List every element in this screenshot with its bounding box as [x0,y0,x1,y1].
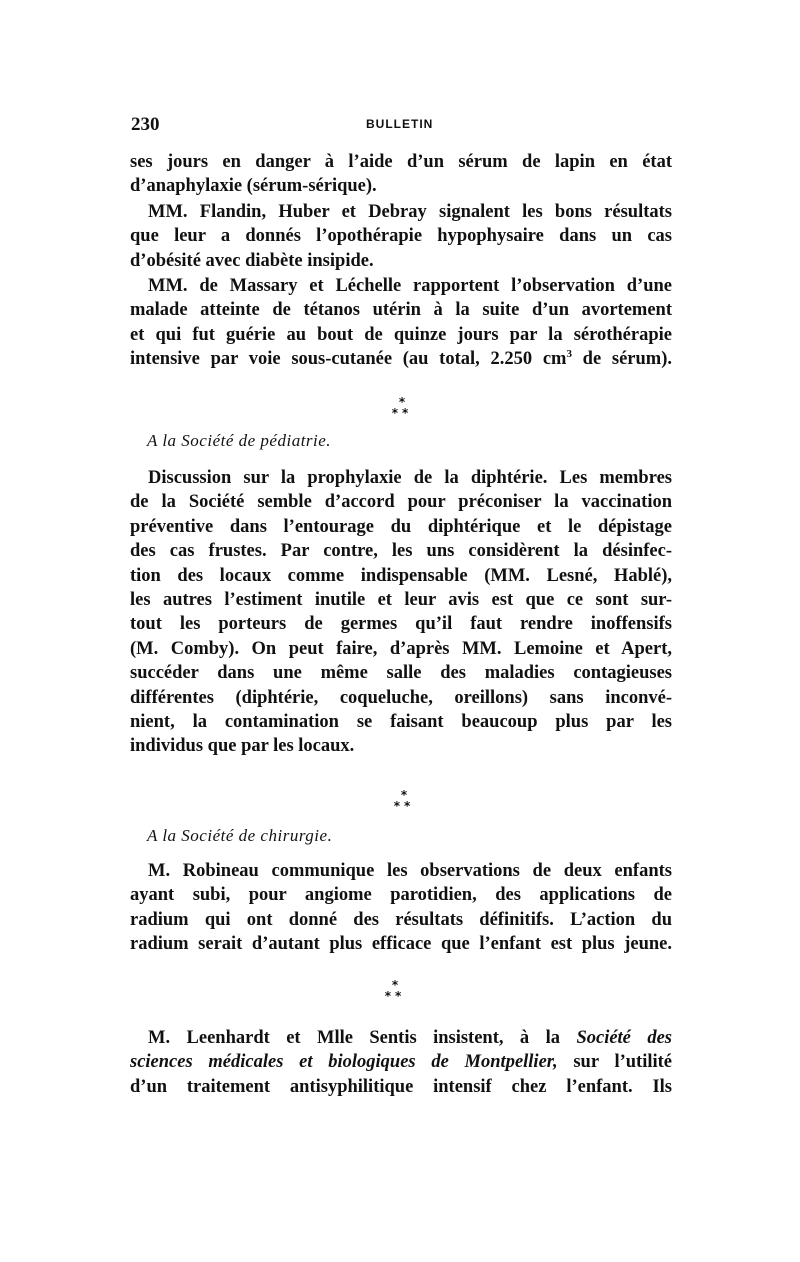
running-title: BULLETIN [366,117,434,131]
text-line: d’anaphylaxie (sérum-sérique). [130,176,377,197]
text-line [130,347,672,371]
asterisk-glyph: * [404,799,415,813]
text-line: (M. Comby). On peut faire, d’après MM. Lemoine et Apert, [130,638,672,659]
asterisk-glyph: * [398,395,406,409]
text-line: et qui fut guérie au bout de quinze jours par la sérothérapie [130,324,672,345]
asterisk-glyph: * [384,989,395,1003]
text-line: de la Société semble d’accord pour préconiser la vaccination [130,492,672,513]
page-header [131,114,671,138]
paragraph-pediatrie [130,466,672,759]
text-line: M. Robineau communique les observations de deux enfants [148,861,672,881]
asterisk-glyph: * [393,799,404,813]
italic-fragment: sciences médicales et biologiques de Montpellier, [130,1052,558,1073]
text-line [130,1050,672,1074]
text-line: nient, la contamination se faisant beaucoup plus par les [130,712,672,733]
text-line: radium serait d’autant plus efficace que l’enfant est plus jeune. [130,934,672,955]
asterism-separator [387,397,417,425]
asterism-separator [389,790,419,818]
text-fragment: intensive par voie sous-cutanée (au total, 2.250 cm [130,349,567,370]
asterisk-glyph: * [400,788,408,802]
text-line: des cas frustes. Par contre, les uns considèrent la désinfec- [130,541,672,562]
text-line: malade atteinte de tétanos utérin à la suite d’un avortement [130,300,672,321]
page-number: 230 [131,114,160,135]
text-line: tout les porteurs de germes qu’il faut rendre inoffensifs [130,614,672,635]
asterisk-glyph: * [391,978,399,992]
paragraph-serum [130,150,672,199]
asterism-separator [380,980,410,1008]
text-line: radium qui ont donné des résultats définitifs. L’action du [130,909,672,930]
asterisk-glyph: * [395,989,406,1003]
paragraph-chirurgie [130,859,672,957]
italic-fragment: Société des [576,1028,672,1048]
asterisk-glyph: * [391,406,402,420]
text-line: ses jours en danger à l’aide d’un sérum de lapin en état [130,152,672,172]
text-line: d’un traitement antisyphilitique intensif chez l’enfant. Ils [130,1076,672,1097]
text-line: tion des locaux comme indispensable (MM. Lesné, Hablé), [130,565,672,586]
paragraph-montpellier [130,1026,672,1099]
superscript: 3 [566,348,572,361]
asterisk-glyph: * [402,406,413,420]
text-line: que leur a donnés l’opothérapie hypophysaire dans un cas [130,226,672,247]
paragraph-flandin [130,200,672,273]
text-fragment: de sérum). [571,349,672,370]
text-line: ayant subi, pour angiome parotidien, des applications de [130,885,672,906]
section-title-pediatrie: A la Société de pédiatrie. [147,431,332,450]
text-line: individus que par les locaux. [130,736,355,757]
text-line: MM. de Massary et Léchelle rapportent l’observation d’une [148,276,672,296]
text-fragment: M. Leenhardt et Mlle Sentis insistent, à la [148,1028,577,1048]
text-line [130,1026,672,1050]
text-fragment: sur l’utilité [557,1052,672,1073]
text-line: différentes (diphtérie, coqueluche, oreillons) sans inconvé- [130,687,672,708]
section-title-chirurgie: A la Société de chirurgie. [147,826,333,845]
paragraph-massary [130,274,672,372]
text-line: succéder dans une même salle des maladies contagieuses [130,663,672,684]
text-line: d’obésité avec diabète insipide. [130,250,374,271]
text-line: MM. Flandin, Huber et Debray signalent les bons résultats [148,202,672,222]
text-line: préventive dans l’entourage du diphtérique et le dépistage [130,516,672,537]
text-line: les autres l’estiment inutile et leur avis est que ce sont sur- [130,590,672,611]
text-line: Discussion sur la prophylaxie de la diphtérie. Les membres [148,468,672,488]
